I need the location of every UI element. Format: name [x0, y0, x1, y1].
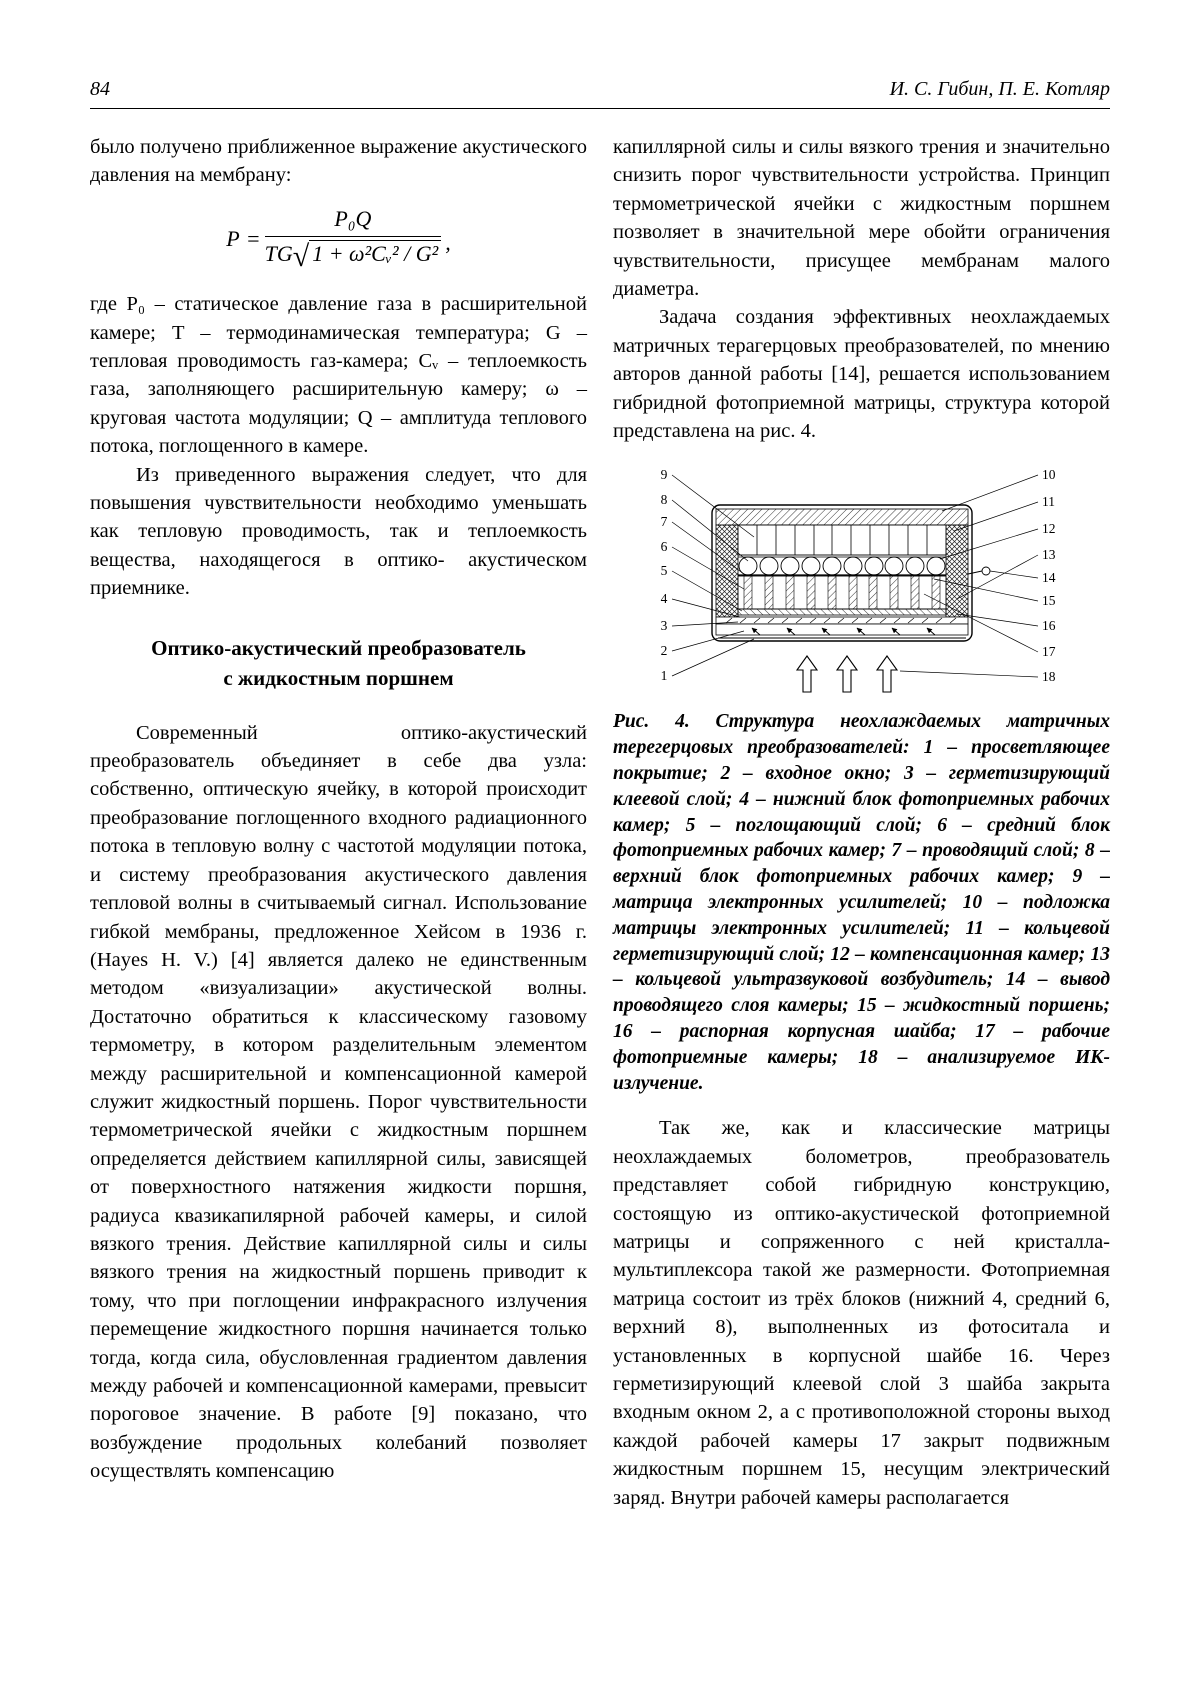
left-column	[90, 133, 587, 1512]
callout-10: 10	[1041, 467, 1055, 483]
page-number: 84	[90, 78, 110, 100]
formula-fraction	[265, 206, 442, 272]
header-authors: И. С. Гибин, П. Е. Котляр	[889, 78, 1110, 100]
callout-15: 15	[1041, 593, 1055, 609]
two-column-layout	[90, 133, 1110, 1512]
callout-4: 4	[660, 591, 667, 607]
callout-18: 18	[1041, 669, 1055, 685]
formula-denominator	[265, 237, 442, 272]
formula-equals: =	[245, 225, 261, 251]
device-body	[712, 505, 990, 641]
absorbing-layer	[738, 609, 946, 615]
section-heading-line1: Оптико-акустический преобразователь	[151, 635, 526, 660]
callout-2: 2	[660, 643, 667, 659]
callout-13: 13	[1041, 547, 1055, 563]
callout-9: 9	[660, 467, 667, 483]
body-paragraph-intro: было получено приближенное выражение акустического давления на мембрану:	[90, 136, 587, 187]
callout-17: 17	[1041, 644, 1055, 660]
device-structure-diagram	[642, 459, 1082, 701]
callout-14: 14	[1041, 570, 1055, 586]
callout-6: 6	[660, 539, 667, 555]
callout-12: 12	[1041, 521, 1055, 537]
page-header	[90, 78, 1110, 108]
section-heading-line2: с жидкостным поршнем	[223, 665, 454, 690]
pressure-formula	[90, 206, 587, 272]
body-paragraph-section: Современный оптико-акустический преобразователь объединяет в себе два узла: собственно, оптическую ячейку, в которой происходит преобразование поглощенного входного радиационного потока в тепловую волну с частотой модуляции потока, и систему преобразования акустического давления тепловой волны в считываемый сигнал. Использование гибкой мембраны, предложенное Хейсом в 1936 г. (Hayes H. V.) [4] является далеко не единственным методом «визуализации» акустической волны. Достаточно обратиться к классическому газовому термометру, в котором разделительным элементом между расширительной и компенсационной камерой служит жидкостный поршень. Порог чувствительности термометрической ячейки с жидкостным поршнем определяется действием капиллярной силы, зависящей от поверхностного натяжения жидкости поршня, радиуса квазикапилярной рабочей камеры, и силой вязкого трения. Действие капиллярной силы и силы вязкого трения на жидкостный поршень приводит к тому, что при поглощении инфракрасного излучения перемещение жидкостного поршня начинается только тогда, когда сила, обусловленная градиентом давления между рабочей и компенсационной камерами, превысит пороговое значение. В работе [9] показано, что возбуждение продольных колебаний позволяет осуществлять компенсацию	[90, 721, 587, 1483]
figure-4	[613, 459, 1110, 701]
callout-3: 3	[660, 618, 667, 634]
formula-lhs: P	[226, 225, 240, 251]
body-paragraph-definitions: где P₀ – статическое давление газа в расширительной камере; T – термодинамическая температура; G – тепловая проводимость газ-камера; Cᵥ – теплоемкость газа, заполняющего расширительную камеру; ω – круговая частота модуляции; Q – амплитуда теплового потока, поглощенного в камере.	[90, 293, 587, 458]
callout-16: 16	[1041, 618, 1055, 634]
body-paragraph-conclusion: Из приведенного выражения следует, что для повышения чувствительности необходимо уменьшать как тепловую проводимость, так и теплоемкость вещества, находящегося в оптико- акустическом приемнике.	[90, 463, 587, 600]
shim-block-left	[716, 525, 738, 617]
callout-8: 8	[660, 492, 667, 508]
section-heading	[90, 633, 587, 693]
terminal-contact	[982, 567, 990, 575]
callout-1: 1	[660, 668, 667, 684]
body-paragraph-matrix: Так же, как и классические матрицы неохлаждаемых болометров, преобразователь представляет собой гибридную конструкцию, состоящую из оптико-акустической фотоприемной матрицы и сопряженного с ней кристалла-мультиплексора такой же размерности. Фотоприемная матрица состоит из трёх блоков (нижний 4, средний 6, верхний 8), выполненных из фотоситала и установленных в корпусной шайбе 16. Через герметизирующий клеевой слой 3 шайба закрыта входным окном 2, а с противоположной стороны выход каждой рабочей камеры 17 закрыт подвижным жидкостным поршнем 15, несущим электрический заряд. Внутри рабочей камеры располагается	[613, 1117, 1110, 1509]
callout-5: 5	[660, 563, 667, 579]
substrate-layer	[716, 509, 968, 525]
body-paragraph-continuation: капиллярной силы и силы вязкого трения и значительно снизить порог чувствительности устройства. Принцип термометрической ячейки с жидкостным поршнем позволяет в значительной мере обойти ограничения чувствительности, присущее мембранам малого диаметра.	[613, 136, 1110, 301]
amplifier-matrix	[738, 525, 946, 555]
figure-caption: Рис. 4. Структура неохлаждаемых матричных терегерцовых преобразователей: 1 – просветляющее покрытие; 2 – входное окно; 3 – герметизирующий клеевой слой; 4 – нижний блок фотоприемных рабочих камер; 5 – поглощающий слой; 6 – средний блок фотоприемных рабочих камер; 7 – проводящий слой; 8 – верхний блок фотоприемных рабочих камер; 9 – матрица электронных усилителей; 10 – подложка матрицы электронных усилителей; 11 – кольцевой герметизирующий слой; 12 – компенсационная камер; 13 – кольцевой ультразвуковой возбудитель; 14 – вывод проводящего слоя камеры; 15 – жидкостный поршень; 16 – распорная корпусная шайба; 17 – рабочие фотоприемные камеры; 18 – анализируемое ИК-излучение.	[613, 711, 1110, 1094]
right-column	[613, 133, 1110, 1512]
callout-numbers-left	[660, 467, 667, 683]
callout-numbers-right	[1042, 467, 1056, 684]
callout-7: 7	[660, 514, 667, 530]
glue-layer	[716, 617, 968, 624]
shim-block-right	[946, 525, 968, 617]
header-rule	[90, 108, 1110, 109]
formula-numerator: P₀Q	[265, 206, 442, 237]
body-paragraph-task: Задача создания эффективных неохлаждаемых матричных терагерцовых преобразователей, по мнению авторов данной работы [14], решается использованием гибридной фотоприемной матрицы, структура которой представлена на рис. 4.	[613, 306, 1110, 443]
formula-comma: ,	[445, 229, 451, 255]
ir-radiation-arrows	[797, 656, 897, 692]
callout-11: 11	[1041, 494, 1055, 510]
radicand: 1 + ω²Cᵥ² / G²	[309, 240, 441, 266]
formula-den-coefficient: TG	[264, 241, 293, 267]
radical-sign: √	[292, 240, 310, 274]
